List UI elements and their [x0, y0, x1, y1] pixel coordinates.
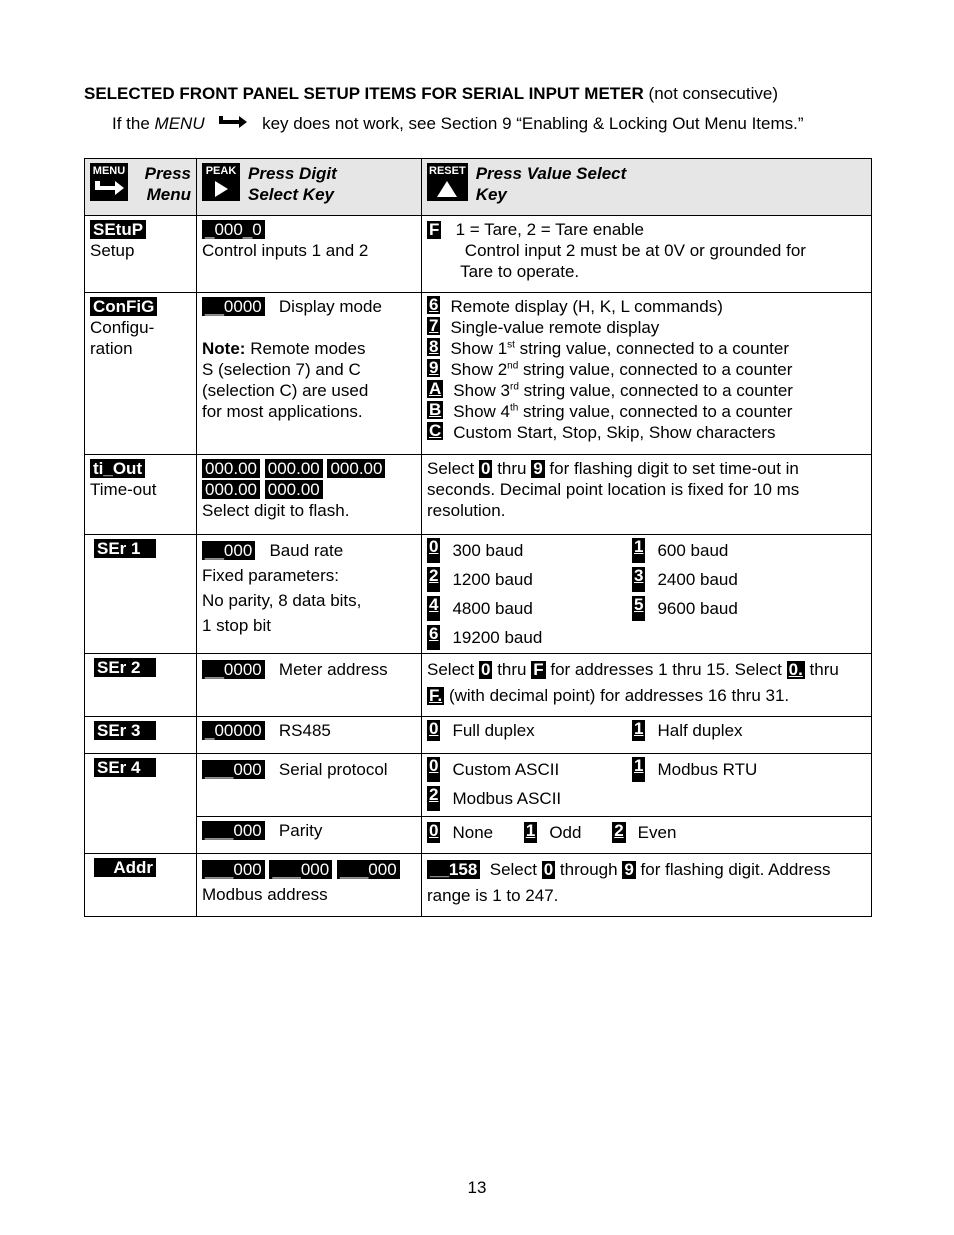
display-timeout-5: 000.00	[265, 480, 323, 499]
ser2-v-pre: Select	[427, 660, 475, 679]
code-addr: Addr	[94, 858, 156, 877]
list-item: 9 Show 2nd string value, connected to a counter	[429, 358, 793, 379]
ser3-options	[427, 720, 866, 741]
menu-key-icon: MENU	[90, 163, 128, 201]
parity-label: Parity	[278, 821, 323, 840]
ser4-display-label: Serial protocol	[278, 760, 388, 779]
timeout-key-9: 9	[533, 459, 543, 478]
subtitle-post: key does not work, see Section 9 “Enabling & Locking Out Menu Items.”	[262, 114, 804, 133]
addr-t2: for flashing digit. Address	[640, 860, 831, 879]
ser1-desc-l3: 1 stop bit	[202, 616, 271, 635]
list-item: 0 Full duplex	[429, 719, 535, 740]
code-ser2: SEr 2	[94, 658, 156, 677]
ser1-display-label: Baud rate	[269, 541, 344, 560]
header-peak-l2: Select Key	[248, 185, 334, 204]
config-options	[427, 296, 866, 443]
display-addr-3: ___000	[337, 860, 400, 879]
setup-value-l1: 1 = Tare, 2 = Tare enable	[455, 220, 644, 239]
title-bold: SELECTED FRONT PANEL SETUP ITEMS FOR SERIAL INPUT METER	[84, 84, 644, 103]
subtitle-menu: MENU	[154, 114, 205, 133]
ser1-desc-l1: Fixed parameters:	[202, 566, 339, 585]
list-item: C Custom Start, Stop, Skip, Show characters	[429, 421, 776, 442]
row-addr	[85, 854, 872, 917]
header-menu-l1: Press	[144, 164, 191, 183]
name-config-l1: Configu-	[90, 318, 155, 337]
code-setup: SEtuP	[90, 220, 146, 239]
header-reset-l2: Key	[475, 185, 507, 204]
display-timeout-3: 000.00	[327, 459, 385, 478]
setup-value-l2: Control input 2 must be at 0V or grounded for	[464, 241, 806, 260]
name-setup: Setup	[90, 241, 135, 260]
list-item: B Show 4th string value, connected to a counter	[429, 400, 793, 421]
timeout-v-l2: seconds. Decimal point location is fixed for 10 ms	[427, 480, 800, 499]
header-menu-l2: Menu	[146, 185, 191, 204]
setup-table	[84, 158, 872, 917]
list-item: 1 Odd	[525, 821, 582, 842]
ser4-options	[427, 757, 866, 811]
code-config: ConFiG	[90, 297, 157, 316]
desc-timeout: Select digit to flash.	[202, 501, 350, 520]
display-addr-value: __158	[427, 860, 480, 879]
table-header-row	[85, 159, 872, 216]
note-l4: for most applications.	[202, 402, 363, 421]
list-item: 2 1200 baud	[427, 567, 632, 592]
ser2-t1: thru	[497, 660, 527, 679]
display-timeout-2: 000.00	[265, 459, 323, 478]
menu-arrow-icon	[217, 114, 249, 135]
code-timeout: ti_Out	[90, 459, 145, 478]
row-config	[85, 293, 872, 455]
list-item: 1 600 baud	[632, 538, 866, 563]
list-item: 0 None	[429, 821, 494, 842]
list-item: 4 4800 baud	[427, 596, 632, 621]
list-item: A Show 3rd string value, connected to a counter	[429, 379, 793, 400]
option-key: 9	[429, 358, 439, 377]
timeout-v-mid: thru	[497, 459, 527, 478]
row-ser2	[85, 654, 872, 717]
row-ser4	[85, 754, 872, 817]
baud-options	[427, 538, 866, 650]
page-number: 13	[467, 1178, 487, 1197]
timeout-v-l3: resolution.	[427, 501, 506, 520]
row-ser1	[85, 535, 872, 654]
page-title	[84, 84, 778, 104]
option-key: C	[429, 421, 442, 440]
display-ser4: ___000	[202, 760, 265, 779]
display-timeout-1: 000.00	[202, 459, 260, 478]
code-ser3: SEr 3	[94, 721, 156, 740]
peak-key-icon: PEAK	[202, 163, 240, 201]
display-setup: _000_0	[202, 220, 265, 239]
ser2-key-4: F.	[429, 686, 443, 705]
list-item: 1 Half duplex	[634, 719, 743, 740]
ser2-key-2: F	[533, 660, 544, 679]
desc-addr: Modbus address	[202, 885, 328, 904]
note-l3: (selection C) are used	[202, 381, 369, 400]
list-item: 6 19200 baud	[427, 625, 632, 650]
header-reset-l1: Press Value Select	[475, 164, 627, 183]
ser1-desc-l2: No parity, 8 data bits,	[202, 591, 362, 610]
timeout-v-post: for flashing digit to set time-out in	[549, 459, 799, 478]
code-ser1: SEr 1	[94, 539, 156, 558]
addr-key-9: 9	[624, 860, 634, 879]
addr-t1: through	[559, 860, 618, 879]
name-config-l2: ration	[90, 339, 133, 358]
key-setup-f: F	[429, 220, 440, 239]
page-subtitle	[112, 114, 804, 135]
list-item: 2 Modbus ASCII	[427, 786, 632, 811]
header-peak	[197, 159, 422, 216]
list-item: 7 Single-value remote display	[429, 316, 660, 337]
option-key: 6	[429, 295, 439, 314]
row-setup	[85, 216, 872, 293]
timeout-v-pre: Select	[427, 459, 475, 478]
ser2-key-3: 0.	[788, 660, 803, 679]
list-item: 1 Modbus RTU	[632, 757, 866, 782]
ser2-t4: (with decimal point) for addresses 16 thru 31.	[448, 686, 790, 705]
display-timeout-4: 000.00	[202, 480, 260, 499]
config-display-label: Display mode	[278, 297, 382, 316]
option-key: 7	[429, 316, 439, 335]
header-peak-l1: Press Digit	[248, 164, 337, 183]
header-reset	[422, 159, 872, 216]
option-key: B	[429, 400, 442, 419]
timeout-key-0: 0	[480, 459, 491, 478]
note-l2: S (selection 7) and C	[202, 360, 361, 379]
title-normal: (not consecutive)	[648, 84, 778, 103]
ser2-t2: for addresses 1 thru 15. Select	[550, 660, 782, 679]
name-timeout: Time-out	[90, 480, 157, 499]
option-key: A	[429, 379, 442, 398]
note-text: Remote modes	[250, 339, 366, 358]
display-ser2: __0000	[202, 660, 265, 679]
ser2-key-1: 0	[480, 660, 491, 679]
display-parity: ___000	[202, 821, 265, 840]
list-item: 0 Custom ASCII	[427, 757, 632, 782]
list-item: 2 Even	[614, 821, 677, 842]
header-menu	[85, 159, 197, 216]
display-config: __0000	[202, 297, 265, 316]
subtitle-pre: If the	[112, 114, 150, 133]
addr-v-l2: range is 1 to 247.	[427, 886, 559, 905]
note-bold: Note:	[202, 339, 246, 358]
display-addr-1: ___000	[202, 860, 265, 879]
row-timeout	[85, 455, 872, 535]
display-ser1: __000	[202, 541, 255, 560]
list-item: 5 9600 baud	[632, 596, 866, 621]
list-item: 6 Remote display (H, K, L commands)	[429, 295, 723, 316]
ser2-t3: thru	[809, 660, 839, 679]
display-addr-2: ___000	[269, 860, 332, 879]
display-ser3: _00000	[202, 721, 265, 740]
list-item: 3 2400 baud	[632, 567, 866, 592]
addr-key-0: 0	[543, 860, 554, 879]
code-ser4: SEr 4	[94, 758, 156, 777]
list-item: 8 Show 1st string value, connected to a counter	[429, 337, 790, 358]
ser3-display-label: RS485	[278, 721, 331, 740]
ser2-display-label: Meter address	[278, 660, 388, 679]
option-key: 8	[429, 337, 439, 356]
row-ser3	[85, 717, 872, 754]
setup-value-l3: Tare to operate.	[460, 262, 580, 281]
desc-setup: Control inputs 1 and 2	[202, 241, 369, 260]
row-ser4-parity	[85, 817, 872, 854]
list-item: 0 300 baud	[427, 538, 632, 563]
reset-key-icon: RESET	[427, 163, 468, 201]
addr-v-pre: Select	[489, 860, 537, 879]
